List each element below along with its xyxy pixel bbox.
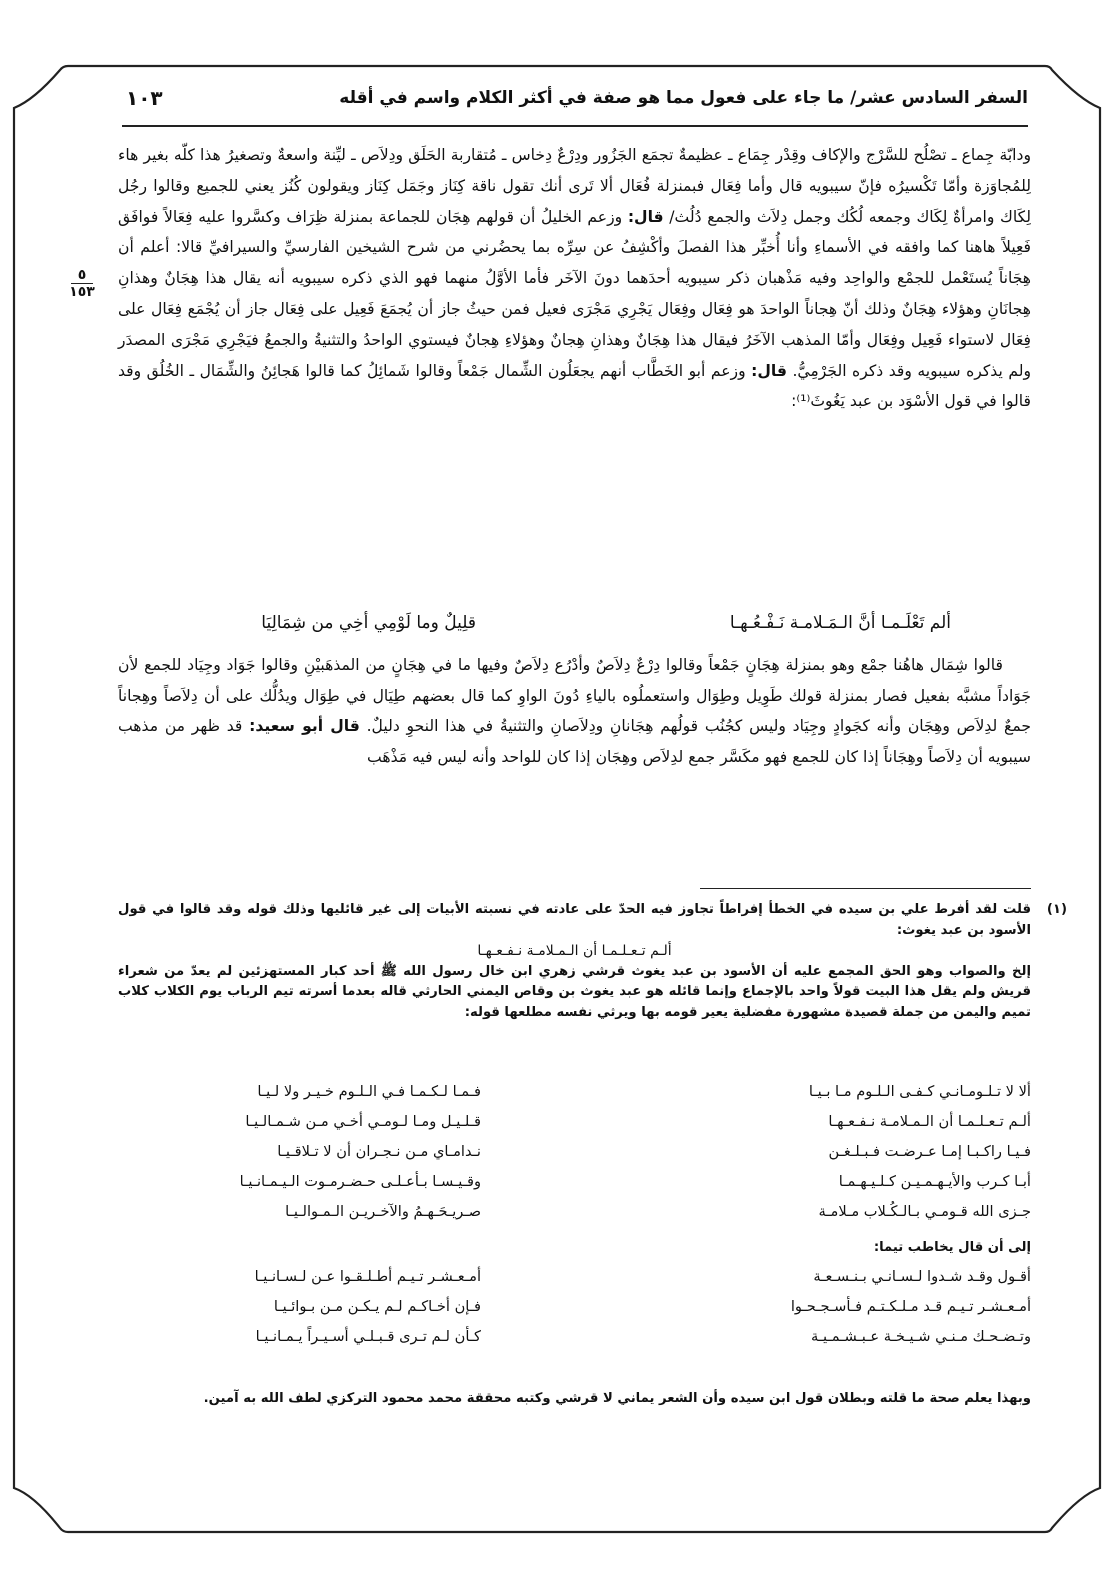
hemistich-left: أمـعـشـر تـيـم أطـلـقـوا عـن لـسـانـيـا bbox=[254, 1268, 481, 1285]
hemistich-left: قـلـيـل ومـا لـومـي أخـي مـن شـمـالـيـا bbox=[245, 1113, 481, 1130]
footnote-transition: إلى أن قال يخاطب تيما: bbox=[873, 1240, 1031, 1255]
hemistich-right: جـزى الله قـومـي بـالـكُـلاب مـلامـة bbox=[818, 1203, 1031, 1220]
poem-1-verse bbox=[118, 1113, 1031, 1143]
hemistich-right: أبـا كـرب والأيـهـمـيـن كـلـيـهـمـا bbox=[838, 1173, 1031, 1190]
poem-2-verse bbox=[118, 1298, 1031, 1328]
hemistich-left: فـمـا لـكـمـا فـي الـلـوم خـيـر ولا لـيـا bbox=[257, 1083, 481, 1100]
label-qal-1: قال: bbox=[627, 207, 664, 226]
header-title: السفر السادس عشر/ ما جاء على فعول مما هو صفة في أكثر الكلام واسم في أقله bbox=[339, 88, 1028, 108]
footnote-rule bbox=[700, 888, 1031, 889]
margin-page-reference bbox=[58, 268, 106, 299]
paragraph-1-part-b: وزعم الخليلُ أن قولهم هِجَان للجماعة بمنزلة ظِرَاف وكسَّروا عليه فِعَالاً فوافَق فَعِيلاً هاهنا كما وافقه في الأسماءِ وأنا أُخبِّر هذا الفصلَ وأكْشِفُ عن سِرِّه بما يحضُرني من شرح الشيخين الفارسيِّ والسيرافيِّ قالا: أعلم أن هِجَاناً يُستَعْمل للجمْع والواحِد وفيه مَذْهبان ذكر سيبويه أحدَهما دونَ الآخَر فأما الأوَّلُ منهما فهو الذي ذكره سيبويه أنه يقال هذا هِجَانٌ وهذانِ هِجانَانِ وهؤلاء هِجَانٌ وذلك أنّ هِجاناً الواحدَ هو فِعَال وفِعَال يَجْرِي مَجْرَى فعيل فمن حيثُ جاز أن يُجمَعَ فَعِيل على فِعَال جاز أن يُجْمَع فِعَال على فِعَال لاستواء فَعِيل وفِعَال وأمّا المذهب الآخَرُ فيقال هذا هِجَانٌ وهذانِ هِجانٌ وهؤلاءِ هِجانٌ فيستوي الواحدُ والتثنيةُ والجمعُ فيَجْرِي مَجْرَى المصدَر ولم يذكره سيبويه وقد ذكره الجَرْمِيُّ. bbox=[118, 207, 1031, 380]
hemistich-left: كـأن لـم تـرى قـبـلـي أسـيـراً يـمـانـيـا bbox=[255, 1328, 481, 1345]
poem-1-verse bbox=[118, 1203, 1031, 1233]
paragraph-2 bbox=[118, 650, 1031, 772]
main-text-block bbox=[118, 140, 1031, 417]
poem-1-verse bbox=[118, 1143, 1031, 1173]
hemistich-left: صـريـحَـهـمُ والآخـريـن الـمـوالـيـا bbox=[285, 1203, 481, 1220]
hemistich-right: وتـضـحـك مـنـي شـيـخـة عـبـشـمـيـة bbox=[810, 1328, 1031, 1345]
footnote bbox=[118, 900, 1067, 1024]
margin-ref-top: ٥ bbox=[77, 267, 87, 283]
paragraph-2-part-b: قد ظهر من مذهب سيبويه أن دِلاَصاً وهِجَاناً إذا كان للجمع فهو مكَسَّر جمع لدِلاَص وهِجَان إذا كان للواحد وأنه ليس فيه مَذْهَب bbox=[118, 717, 1031, 766]
footnote-closing: وبهذا يعلم صحة ما قلته وبطلان قول ابن سيده وأن الشعر يماني لا قرشي وكتبه محققة محمد محمود التركزي لطف الله به آمين. bbox=[203, 1391, 1031, 1406]
hemistich-left: وقـيـسـا بـأعـلـى حـضـرمـوت الـيـمـانـيـا bbox=[239, 1173, 481, 1190]
poem-2-verse bbox=[118, 1328, 1031, 1358]
margin-ref-bottom: ١٥٣ bbox=[69, 284, 95, 300]
hemistich-right: فـيـا راكـبـا إمـا عـرضـت فـبـلـغـن bbox=[828, 1143, 1031, 1160]
hemistich-right: ألـم تـعـلـمـا أن الـمـلامـة نـفـعـهـا bbox=[828, 1113, 1031, 1130]
poem-2-verse bbox=[118, 1268, 1031, 1298]
verse-hemistich-1: ألم تَعْلَـمـا أنَّ الـمَـلامـة نَـفْـعُـهـا bbox=[729, 613, 951, 633]
footnote-poem-2 bbox=[118, 1268, 1031, 1358]
footnote-quoted-verse: ألـم تـعـلـمـا أن الـمـلامـة نـفـعـهـا bbox=[477, 943, 672, 960]
hemistich-right: أقـول وقـد شـدوا لـسـانـي بـنـسـعـة bbox=[813, 1268, 1031, 1285]
label-abu-said: قال أبو سعيد: bbox=[249, 717, 360, 736]
paragraph-2-part-a: قالوا شِمَال هاهُنا جمْع وهو بمنزلة هِجَانٍ جَمْعاً وقالوا دِرْعٌ دِلاَصٌ وأدْرُع دِلاَصٌ وفيها ما في هِجَانٍ من المذهَبيْنِ وقالوا جَوَاد وجِيَاد للجمع لأن جَوَاداً مشبَّه بفعيل فصار بمنزلة قولك طَوِيل وطِوَال واستعملُوه بالياءِ دُونَ الواوِ كما قال بعضهم طِيَال في طِوَال ويدُلُّك على أن دِلاَصاً وهِجاناً جمعٌ لدِلاَص وهِجَان وأنه كجَوادٍ وجِيَاد وليس كجُنُب قولُهم هِجَانانِ ودِلاَصانِ والتثنيةُ في هذا النحوِ دليلٌ. bbox=[118, 656, 1031, 736]
running-header bbox=[88, 84, 1028, 120]
paragraph-1-part-a: ودابّة جِماع ـ تصْلُح للسَّرْج والإكاف وقِدْر جِمَاع ـ عظيمةٌ تجمَع الجَزُور ودِرْعٌ دِخاس ـ مُتقاربة الحَلَق ودِلاَص ـ ليِّنة واسعةٌ وتصغيرُ هذا كلّه بغير هاء لِلمُجاوَزة وأمّا تَكْسيرُه فإنّ سيبويه قال وأما فِعَال فبمنزلة فُعَال ألا تَرى أنك تقول ناقة كِنَاز وجَمَل كِنَاز ويقولون كُنُز يعني للجميع وقالوا رجُل لِكَاك وامرأةٌ لِكَاك وجمعه لُكُك وجمل دِلاَث والجمع دُلُث/ bbox=[118, 146, 1031, 226]
poem-1-verse bbox=[118, 1173, 1031, 1203]
hemistich-right: أمـعـشـر تـيـم قـد مـلـكـتـم فـأسـجـحـوا bbox=[790, 1298, 1031, 1315]
poem-1-verse bbox=[118, 1083, 1031, 1113]
hemistich-right: ألا لا تـلـومـانـي كـفـى الـلـوم مـا بـيـا bbox=[808, 1083, 1031, 1100]
header-rule bbox=[122, 125, 1028, 127]
paragraph-1-part-c: وزعم أبو الخَطَّاب أنهم يجعَلُون الشِّمال جَمْعاً وقالوا شَمائِلُ كما قالوا هَجائِنُ والشِّمَال ـ الخُلُق وقد قالوا في قول الأسْوَد بن عبد يَغُوثَ⁽¹⁾: bbox=[118, 361, 1031, 411]
hemistich-left: نـدامـاي مـن نـجـران أن لا تـلاقـيـا bbox=[277, 1143, 481, 1160]
verse-hemistich-2: قلِيلٌ وما لَوْمِي أخِي من شِمَالِيَا bbox=[261, 613, 476, 633]
label-qal-2: قال: bbox=[751, 361, 787, 380]
footnote-intro: قلت لقد أفرط علي بن سيده في الخطأ إفراطاً تجاوز فيه الحدّ على عادته في نسبته الأبيات إلى غير قائليها وذلك قوله وقد قالوا في قول الأسود بن عبد يغوث: bbox=[118, 902, 1031, 938]
footnote-poem-1 bbox=[118, 1083, 1031, 1233]
page-number: ١٠٣ bbox=[126, 86, 163, 110]
paragraph-1 bbox=[118, 140, 1031, 417]
footnote-body: إلخ والصواب وهو الحق المجمع عليه أن الأسود بن عبد يغوث قرشي زهري ابن خال رسول الله ﷺ أحد كبار المستهزئين لم يعدّ من شعراء قريش ولم يقل هذا البيت قولاً واحد بالإجماع وإنما قائله هو عبد يغوث بن وقاص اليمني الحارثي قاله بعدما أسرته تيم الرباب يوم الكلاب كلاب تميم واليمن من جملة قصيدة مشهورة مفضلية يعير قومه بها ويرثي نفسه مطلعها قوله: bbox=[118, 963, 1031, 1020]
footnote-marker: (١) bbox=[1046, 902, 1067, 917]
hemistich-left: فـإن أخـاكـم لـم يـكـن مـن بـوائـيـا bbox=[273, 1298, 481, 1315]
